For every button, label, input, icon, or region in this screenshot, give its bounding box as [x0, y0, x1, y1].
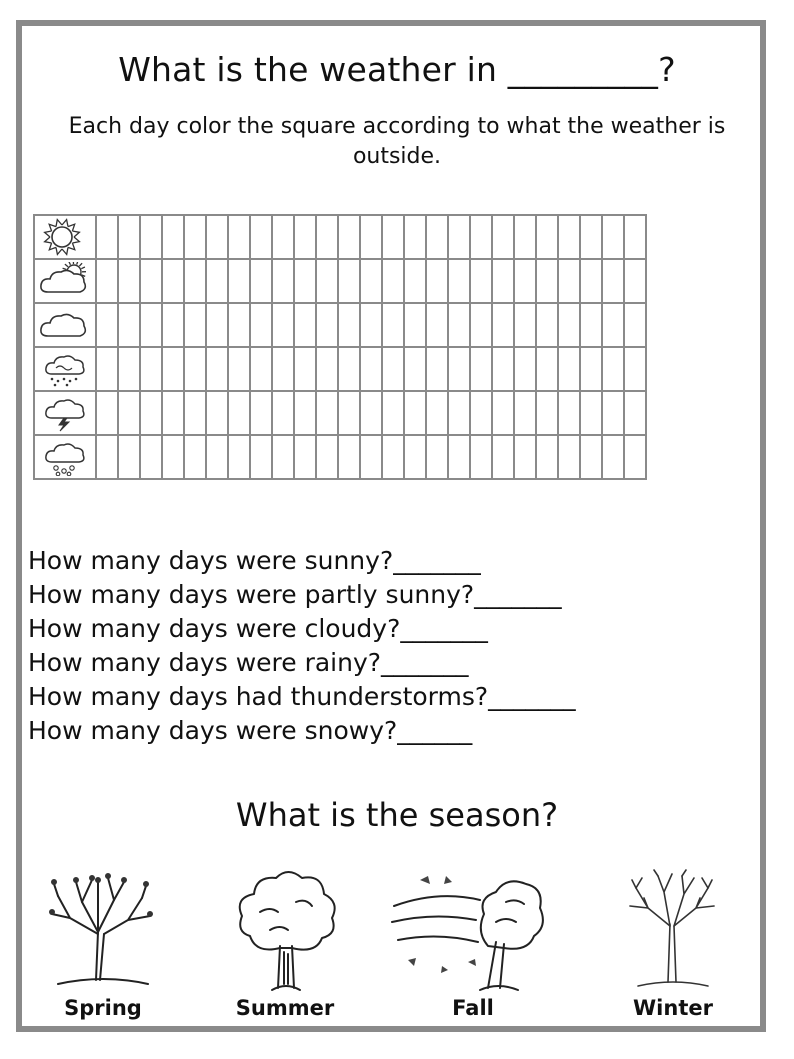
day-square[interactable] — [316, 391, 338, 435]
day-square[interactable] — [580, 303, 602, 347]
day-square[interactable] — [492, 391, 514, 435]
day-square[interactable] — [338, 215, 360, 259]
day-square[interactable] — [470, 259, 492, 303]
question-cloudy: How many days were cloudy?_______ — [28, 614, 488, 643]
day-square[interactable] — [602, 391, 624, 435]
day-square[interactable] — [470, 435, 492, 479]
day-square[interactable] — [140, 391, 162, 435]
day-square[interactable] — [514, 259, 536, 303]
day-square[interactable] — [470, 391, 492, 435]
day-square[interactable] — [492, 435, 514, 479]
weather-chart — [33, 214, 647, 480]
question-sunny: How many days were sunny?_______ — [28, 546, 481, 575]
chart-row-icon-cell — [34, 259, 96, 303]
day-square[interactable] — [118, 347, 140, 391]
day-square[interactable] — [294, 259, 316, 303]
day-square[interactable] — [272, 303, 294, 347]
day-square[interactable] — [140, 259, 162, 303]
day-square[interactable] — [184, 391, 206, 435]
day-square[interactable] — [250, 215, 272, 259]
fall-tree-icon — [388, 862, 558, 996]
day-square[interactable] — [118, 303, 140, 347]
day-square[interactable] — [316, 347, 338, 391]
chart-row-snow-cloud — [34, 435, 646, 479]
day-square[interactable] — [426, 303, 448, 347]
day-square[interactable] — [338, 347, 360, 391]
day-square[interactable] — [580, 347, 602, 391]
day-square[interactable] — [470, 215, 492, 259]
day-square[interactable] — [426, 347, 448, 391]
day-square[interactable] — [426, 259, 448, 303]
day-square[interactable] — [536, 259, 558, 303]
season-summer[interactable] — [200, 862, 370, 1022]
day-square[interactable] — [558, 435, 580, 479]
day-square[interactable] — [272, 347, 294, 391]
day-square[interactable] — [580, 215, 602, 259]
day-square[interactable] — [448, 259, 470, 303]
day-square[interactable] — [404, 259, 426, 303]
day-square[interactable] — [162, 347, 184, 391]
winter-tree-icon — [588, 862, 758, 996]
day-square[interactable] — [162, 259, 184, 303]
day-square[interactable] — [184, 347, 206, 391]
day-square[interactable] — [404, 435, 426, 479]
day-square[interactable] — [272, 259, 294, 303]
day-square[interactable] — [514, 215, 536, 259]
day-square[interactable] — [536, 215, 558, 259]
page-title: What is the weather in _________? — [118, 50, 676, 89]
day-square[interactable] — [514, 391, 536, 435]
day-square[interactable] — [250, 391, 272, 435]
day-square[interactable] — [206, 347, 228, 391]
day-square[interactable] — [602, 347, 624, 391]
season-fall[interactable] — [388, 862, 558, 1022]
day-square[interactable] — [140, 347, 162, 391]
day-square[interactable] — [624, 215, 646, 259]
day-square[interactable] — [536, 391, 558, 435]
question-partly-sunny: How many days were partly sunny?_______ — [28, 580, 562, 609]
day-square[interactable] — [294, 391, 316, 435]
day-square[interactable] — [470, 303, 492, 347]
day-square[interactable] — [162, 435, 184, 479]
day-square[interactable] — [624, 259, 646, 303]
day-square[interactable] — [228, 391, 250, 435]
day-square[interactable] — [360, 215, 382, 259]
day-square[interactable] — [404, 215, 426, 259]
chart-row-sun — [34, 215, 646, 259]
day-square[interactable] — [316, 259, 338, 303]
day-square[interactable] — [96, 215, 118, 259]
day-square[interactable] — [492, 259, 514, 303]
day-square[interactable] — [294, 435, 316, 479]
chart-row-icon-cell — [34, 303, 96, 347]
day-square[interactable] — [624, 391, 646, 435]
snow-cloud-icon — [38, 438, 90, 476]
day-square[interactable] — [470, 347, 492, 391]
day-square[interactable] — [316, 303, 338, 347]
day-square[interactable] — [206, 303, 228, 347]
day-square[interactable] — [360, 391, 382, 435]
day-square[interactable] — [118, 259, 140, 303]
season-title: What is the season? — [235, 796, 559, 834]
day-square[interactable] — [96, 303, 118, 347]
thunderstorm-icon — [38, 394, 90, 432]
day-square[interactable] — [448, 391, 470, 435]
day-square[interactable] — [272, 215, 294, 259]
partly-sunny-icon — [38, 262, 90, 300]
question-snowy: How many days were snowy?______ — [28, 716, 473, 745]
day-square[interactable] — [624, 347, 646, 391]
day-square[interactable] — [448, 435, 470, 479]
season-winter[interactable] — [588, 862, 758, 1022]
day-square[interactable] — [492, 303, 514, 347]
day-square[interactable] — [272, 435, 294, 479]
day-square[interactable] — [580, 435, 602, 479]
day-square[interactable] — [448, 303, 470, 347]
day-square[interactable] — [250, 347, 272, 391]
day-square[interactable] — [294, 215, 316, 259]
day-square[interactable] — [294, 347, 316, 391]
sun-icon — [38, 218, 90, 256]
summer-tree-icon — [200, 862, 370, 996]
day-square[interactable] — [558, 391, 580, 435]
day-square[interactable] — [624, 435, 646, 479]
day-square[interactable] — [140, 215, 162, 259]
day-square[interactable] — [602, 303, 624, 347]
day-square[interactable] — [118, 215, 140, 259]
question-thunderstorms: How many days had thunderstorms?_______ — [28, 682, 576, 711]
day-square[interactable] — [338, 259, 360, 303]
day-square[interactable] — [184, 215, 206, 259]
day-square[interactable] — [514, 303, 536, 347]
day-square[interactable] — [228, 435, 250, 479]
season-label-winter: Winter — [633, 996, 713, 1020]
instructions-text: Each day color the square according to what the weather is outside. — [68, 114, 726, 169]
day-square[interactable] — [316, 435, 338, 479]
day-square[interactable] — [250, 435, 272, 479]
day-square[interactable] — [448, 215, 470, 259]
day-square[interactable] — [272, 391, 294, 435]
day-square[interactable] — [338, 391, 360, 435]
day-square[interactable] — [492, 215, 514, 259]
chart-row-icon-cell — [34, 347, 96, 391]
day-square[interactable] — [184, 259, 206, 303]
questions-list — [28, 544, 576, 748]
day-square[interactable] — [492, 347, 514, 391]
day-square[interactable] — [624, 303, 646, 347]
day-square[interactable] — [118, 435, 140, 479]
day-square[interactable] — [536, 347, 558, 391]
day-square[interactable] — [382, 259, 404, 303]
season-spring[interactable] — [18, 862, 188, 1022]
day-square[interactable] — [184, 303, 206, 347]
day-square[interactable] — [536, 435, 558, 479]
chart-row-rain-cloud — [34, 347, 646, 391]
day-square[interactable] — [558, 303, 580, 347]
day-square[interactable] — [558, 215, 580, 259]
day-square[interactable] — [382, 391, 404, 435]
day-square[interactable] — [360, 435, 382, 479]
day-square[interactable] — [514, 347, 536, 391]
season-label-fall: Fall — [452, 996, 494, 1020]
day-square[interactable] — [602, 435, 624, 479]
day-square[interactable] — [162, 303, 184, 347]
day-square[interactable] — [426, 391, 448, 435]
day-square[interactable] — [360, 347, 382, 391]
spring-tree-icon — [18, 862, 188, 996]
chart-row-thunderstorm — [34, 391, 646, 435]
day-square[interactable] — [140, 303, 162, 347]
day-square[interactable] — [360, 303, 382, 347]
day-square[interactable] — [228, 259, 250, 303]
day-square[interactable] — [338, 303, 360, 347]
day-square[interactable] — [580, 391, 602, 435]
chart-row-icon-cell — [34, 215, 96, 259]
day-square[interactable] — [162, 215, 184, 259]
day-square[interactable] — [602, 215, 624, 259]
day-square[interactable] — [316, 215, 338, 259]
day-square[interactable] — [228, 215, 250, 259]
day-square[interactable] — [206, 391, 228, 435]
day-square[interactable] — [96, 435, 118, 479]
chart-row-icon-cell — [34, 391, 96, 435]
day-square[interactable] — [558, 347, 580, 391]
day-square[interactable] — [404, 303, 426, 347]
day-square[interactable] — [206, 259, 228, 303]
rain-cloud-icon — [38, 350, 90, 388]
season-label-summer: Summer — [235, 996, 335, 1020]
season-label-spring: Spring — [64, 996, 142, 1020]
day-square[interactable] — [250, 259, 272, 303]
day-square[interactable] — [338, 435, 360, 479]
question-rainy: How many days were rainy?_______ — [28, 648, 469, 677]
day-square[interactable] — [382, 435, 404, 479]
day-square[interactable] — [426, 215, 448, 259]
day-square[interactable] — [426, 435, 448, 479]
day-square[interactable] — [580, 259, 602, 303]
day-square[interactable] — [228, 347, 250, 391]
day-square[interactable] — [448, 347, 470, 391]
day-square[interactable] — [514, 435, 536, 479]
cloud-icon — [38, 306, 90, 344]
chart-row-cloud — [34, 303, 646, 347]
day-square[interactable] — [404, 347, 426, 391]
day-square[interactable] — [404, 391, 426, 435]
day-square[interactable] — [382, 215, 404, 259]
day-square[interactable] — [206, 215, 228, 259]
day-square[interactable] — [228, 303, 250, 347]
day-square[interactable] — [96, 391, 118, 435]
day-square[interactable] — [382, 347, 404, 391]
day-square[interactable] — [118, 391, 140, 435]
day-square[interactable] — [360, 259, 382, 303]
day-square[interactable] — [184, 435, 206, 479]
day-square[interactable] — [602, 259, 624, 303]
day-square[interactable] — [162, 391, 184, 435]
day-square[interactable] — [294, 303, 316, 347]
chart-row-icon-cell — [34, 435, 96, 479]
day-square[interactable] — [250, 303, 272, 347]
day-square[interactable] — [536, 303, 558, 347]
day-square[interactable] — [206, 435, 228, 479]
day-square[interactable] — [558, 259, 580, 303]
day-square[interactable] — [96, 347, 118, 391]
chart-row-partly-sunny — [34, 259, 646, 303]
day-square[interactable] — [96, 259, 118, 303]
day-square[interactable] — [140, 435, 162, 479]
day-square[interactable] — [382, 303, 404, 347]
